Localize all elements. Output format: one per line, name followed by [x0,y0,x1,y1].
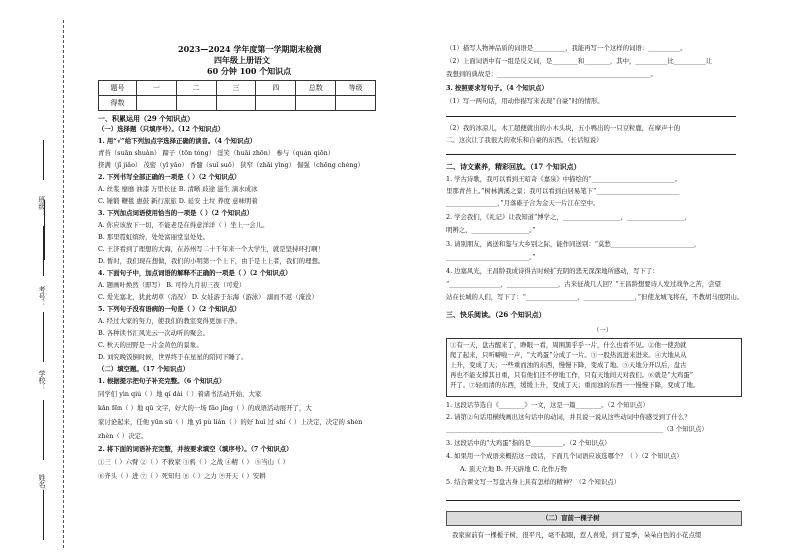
q2-prompt: 2. 下列书写全部正确的一项是（ ）（2 个知识点） [98,173,241,181]
q5-option-b: B. 各种读书汇风光云一次动听的聚会。 [98,329,210,337]
section-3-heading: 三、快乐阅读。（26 个知识点） [446,310,546,319]
q5-option-a: A. 经过大家的努力，使我们的教室变得更加干净。 [98,317,241,325]
reading-q4: 4. 如果用一个成语来概括这一段话，下面几个词语应该选哪个？（ ）（2 个知识点） [446,452,683,460]
q3-option-a: A. 你应该放下一切，不能老是在得意洋洋（ ）坐上一会儿。 [98,221,269,229]
score-header-cell: 四 [256,81,296,96]
section-1-heading: 一、积累运用（29 个知识点） [98,114,195,123]
fill-q1-prompt: 1. 根据提示把句子补充完整。（6 个知识点） [98,377,226,385]
q3-option-b: B. 那里霓虹缤纷，处处富丽堂皇处处。 [98,233,210,241]
q4-options-cd: C. 爱光塞北，犹此胡草（消况） D. 女娃游于东海（游泳） 溺而不返（淹没） [98,293,318,301]
exam-meta: 60 分钟 100 个知识点 [207,66,292,76]
passage-1-line-5: 开了。⑦轻而清的东西，缓缓上升，变成了天；重而浊的东西一一慢慢下降，变成了地。 [450,381,700,389]
score-cell[interactable] [216,96,256,111]
score-header-cell: 二 [176,81,216,96]
r-word-q1: （1）描写人物神品质的词语是__________，我能再写一个这样的词语：__________。 [446,44,687,52]
reading-q4-options: A. 顶天立地 B. 开天辟地 C. 化作万物 [460,465,567,473]
margin-line-5 [43,490,44,540]
reading-q3: 3. 这段话中的“大鸡蛋”指的是__________。（2 个知识点） [446,439,611,447]
passage-1-line-3: 上升，变成了天；一些重而浊的东西，慢慢下降，变成了地。⑤天地分开以后，盘古 [450,361,687,369]
q4-options-ab: A. 题画叶焕然（即写） B. 可怜九月初三夜（可爱） [98,281,246,289]
reading-q2-answer: ____________________________________________________________________（3 个知识点） [446,425,708,433]
fill-q1-line-1: 同学们 yìn qiú（ ）地 qí dài（ ）着诸书活动开始，大家 [98,390,262,398]
section-2-heading: 二、诗文素养，精彩回放。（17 个知识点） [446,162,581,171]
r-sentence-q2: （2）我的冰凉儿，木工超便就出的小木头块，五小鸭出的一只豆粒鹿，在摩声十的 [446,124,681,132]
answer-line[interactable] [446,116,736,117]
margin-examno-label: 考号： [38,286,46,307]
passage-2-title: （二）盲前一棵子树 [542,514,600,522]
reading-q5: 5. 结合课文写一写盘古身上具有怎样的精神？（2 个知识点） [446,478,620,486]
q2-options-ab: A. 丝浆 靡靡 油漆 万里长征 B. 清晰 歧途 滋生 滴水成冰 [98,185,258,193]
poem-q3b: __________________________。” [446,253,536,261]
score-row-label: 得数 [99,96,137,111]
fill-q1-line-3: 家讨论起来，任他 yūn sū（ ）地 yī pù lián（ ）的好 huì 过 shí（ ）上决定，决定的 shén [98,418,363,426]
score-header-cell: 总数 [296,81,336,96]
q5-prompt: 5. 下列句子没有语病的一句是（ ）（2 个知识点） [98,305,241,313]
fill-q1-line-4: zhèn（ ）决定。 [98,432,148,440]
fill-q2-line-2: ⑥齐头（ ）进 ⑦（ ）死知归 ⑧（ ）之力 ⑨开天（ ）安耕 [98,472,266,480]
score-header-cell: 等级 [336,81,376,96]
margin-class-line [44,200,45,260]
score-cell[interactable] [136,96,176,111]
q3-option-c: C. 王济看到了理想的大海，在苏州写二十千年来一个大学生，就是坚持环打啊！ [98,245,325,253]
margin-class-label: 班级： [38,196,46,217]
margin-line-2 [43,226,44,276]
fill-q2-prompt: 2. 将下面的词语补充完整，并按要求填空（填序号）。（7 个知识点） [98,445,293,453]
score-cell[interactable] [296,96,336,111]
binding-line [63,20,64,548]
poem-q4: 4. 边塞风光，王昌龄我成诗得古时候扩充阴的悲无深深地所感动，写下了： [446,267,659,275]
poem-q3: 3. 请别朋友，离送和鉴与大乡别之际，能作同送别：“莫愁__________________________， [446,240,701,248]
score-cell[interactable] [256,96,296,111]
section-1a-heading: （一）选择题（只填序号）。（12 个知识点） [98,125,225,133]
score-cell[interactable] [336,96,376,111]
q1-line-1: 青苔（suān shuàn） 蹄子（tōn tóng） 淫笑（huāi zhōn） 参与（quán qiōn） [98,149,335,157]
answer-line[interactable] [446,154,736,155]
r-sentence-heading: 3. 按照要求写句子。（4 个知识点） [446,84,548,92]
r-sentence-q1: （1）写一两句话，用动作描写来表现“自豪”时的情形。 [446,97,604,105]
fill-q1-line-2: kǎn fēn（ ）地 qū 文字，好大的一场 fǎo jǐng（ ）的成语活动展开了，大 [98,404,312,412]
reading-q2: 2. 请第②句话用横线画出这句话中的动词，并且说一说从这些动词中你感受到了什么？ [446,413,691,421]
margin-line-1 [43,140,44,180]
q4-prompt: 4. 下面句子中，加点词语的解释不正确的一项是（ ）（2 个知识点） [98,269,292,277]
poem-q1: 1. 学古诗歌，我可以看到王昭奇《嘉泉》中描绘的“__________________________。 [446,175,682,183]
q5-option-d: D. 刘究晚饭倒时候，世界终于在星星的陪同下睡了。 [98,353,248,361]
margin-line-3 [43,312,44,362]
q3-option-d: D. 暂时，我们现在想做，我们的小明第一个上下，由于是上上者，我们的理想。 [98,257,325,265]
section-1b-heading: （二）填空题。（17 个知识点） [98,365,189,373]
q1-line-2: 挤满（jǐ jiǎo） 茂密（yǐ yāo） 香髓（suǐ suō） 狭窄（zhǎi yǐng） 倔强（chēng chéng） [98,161,364,169]
margin-name-label: 姓名： [38,474,46,495]
q3-prompt: 3. 下列加点词语使用恰当的一项是（ ）（2 个知识点） [98,209,254,217]
score-cell[interactable] [176,96,216,111]
passage-1-line-1: ①有一天，盘古醒来了，睁眼一看，周围黑乎乎一片，什么也看不见。②他一使劲就 [450,341,687,349]
r-word-q2: （2）上面词语中有一组是反义词，是________和________，其中，__________比__________让 [446,57,713,65]
exam-title: 2023—2024 学年度第一学期期末检测 [178,44,322,54]
score-header-cell: 题号 [99,81,137,96]
poem-q2: 2. 学会我们，《礼记》让我知道“博学之，__________________，__________________， [446,213,691,221]
score-table [98,80,376,111]
passage-2-line-1: 我家窗前有一棵栀子树，很平凡，毫不起眼，惹人喜爱，到了夏季，朵朵白色的小花点缀 [452,531,702,539]
poem-q2b: 明辨之，__________________。” [446,226,536,234]
q1-prompt: 1. 用“√”给下列加点字选择正确的读音。（4 个知识点） [98,137,257,145]
margin-school-label: 学校： [38,370,46,391]
poem-q1c: ________________，”月落碓子合为金天一片江在空中。 [446,199,600,207]
margin-line-4 [43,400,44,460]
poem-q4c: 站在长城的人们，写下了：“________________，________________，”但使龙城飞将在，不教胡马度阴山。 [446,293,744,301]
poem-q1b: 里那青苔上。”树林满溪之景；我可以看到白居易笔下“__________________________ [446,187,680,195]
answer-line[interactable] [446,500,740,501]
q5-option-c: C. 秋天的田野是一片金黄色的景象。 [98,341,203,349]
passage-1-number: （一） [593,326,613,334]
r-word-q2b: 我想到的典故是：________________________________________________。 [446,70,657,78]
reading-q1: 1. 这段话节选自《________》一文，这是一篇________。（2 个知识点） [446,401,649,409]
r-sentence-q2b: 二。这次让了我很大的欢乐和自豪的东西。（长话短说） [446,136,603,144]
poem-q4b: “________________，________________，古来征战几人回？”王昌龄想要诗人发过战争之苦，尝望 [446,280,721,288]
fill-q2-line-1: ①三（ ）六臂 ②（ ）不救家 ③鸦（ ）之战 ④精（ ） ⑤当山（ ） [98,458,289,466]
passage-1-line-4: 再也不能支撑其日重，只有他们还不停地工作，只有天地间天对我们。⑥就是“大鸡蛋” [450,371,693,379]
score-header-cell: 一 [136,81,176,96]
passage-1-line-2: 爬了起来，只听噼啦一声，“大鸡蛋”分成了一片。③一股热流进来进来。④大地从从 [450,351,687,359]
q2-options-cd: C. 锤锻 鞭毯 惠鼓 新行旅旅 D. 延安 土垃 养度 意味明着 [98,197,258,205]
exam-subtitle: 四年级上册语文 [214,55,270,65]
score-header-cell: 三 [216,81,256,96]
